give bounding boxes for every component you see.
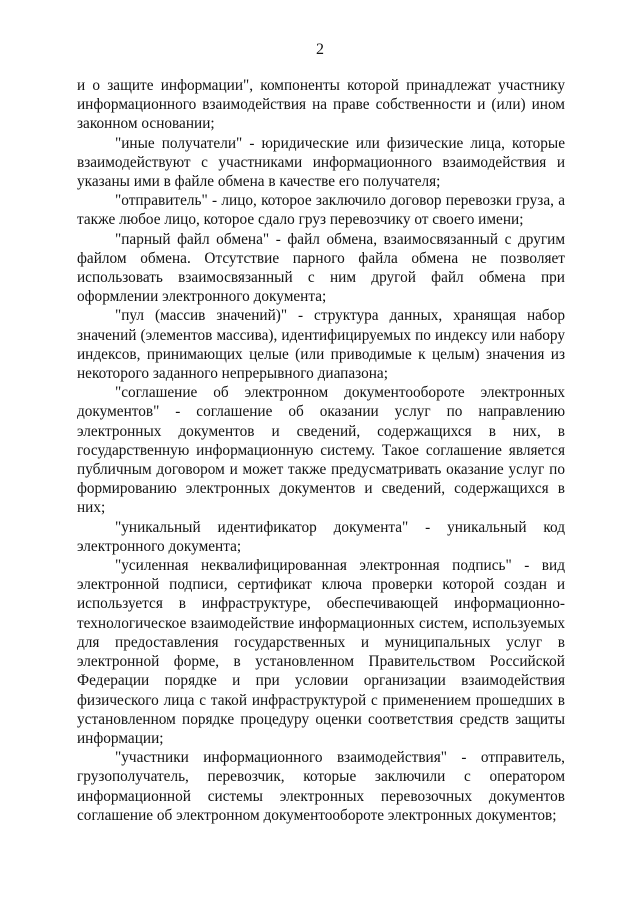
paragraph-definition-unique-id: "уникальный идентификатор документа" - уникальный код электронного документа;	[77, 518, 565, 555]
paragraph-definition-agreement: "соглашение об электронном документообороте электронных документов" - соглашение об оказании услуг по направлению электронных документов и сведений, содержащихся в них, в государственную информационную систему. Такое соглашение является публичным договором и может также предусматривать оказание услуг по формированию электронных документов и сведений, содержащихся в них;	[77, 384, 565, 517]
document-body	[77, 76, 565, 825]
paragraph-definition-pool: "пул (массив значений)" - структура данных, хранящая набор значений (элементов массива), идентифицируемых по индексу или набору индексов, принимающих целые (или приводимые к целым) значения из некоторого заданного непрерывного диапазона;	[77, 307, 565, 383]
paragraph-definition-sender: "отправитель" - лицо, которое заключило договор перевозки груза, а также любое лицо, которое сдало груз перевозчику от своего имени;	[77, 192, 565, 229]
paragraph-definition-signature: "усиленная неквалифицированная электронная подпись" - вид электронной подписи, сертификат ключа проверки которой создан и используется в инфраструктуре, обеспечивающей информационно-технологическое взаимодействие информационных систем, используемых для предоставления государственных и муниципальных услуг в электронной форме, в установленном Правительством Российской Федерации порядке и при условии организации взаимодействия физического лица с такой инфраструктурой с применением прошедших в установленном порядке процедуру оценки соответствия средств защиты информации;	[77, 557, 565, 747]
paragraph-definition-paired-file: "парный файл обмена" - файл обмена, взаимосвязанный с другим файлом обмена. Отсутствие парного файла обмена не позволяет использовать взаимосвязанный с ним другой файл обмена при оформлении электронного документа;	[77, 230, 565, 306]
paragraph-definition-other-recipients: "иные получатели" - юридические или физические лица, которые взаимодействуют с участниками информационного взаимодействия и указаны ими в файле обмена в качестве его получателя;	[77, 134, 565, 191]
paragraph-definition-participants: "участники информационного взаимодействия" - отправитель, грузополучатель, перевозчик, которые заключили с оператором информационной системы электронных перевозочных документов соглашение об электронном документообороте электронных документов;	[77, 749, 565, 824]
page-number: 2	[316, 41, 324, 58]
paragraph-continuation: и о защите информации", компоненты которой принадлежат участнику информационного взаимодействия на праве собственности и (или) ином законном основании;	[77, 77, 565, 133]
